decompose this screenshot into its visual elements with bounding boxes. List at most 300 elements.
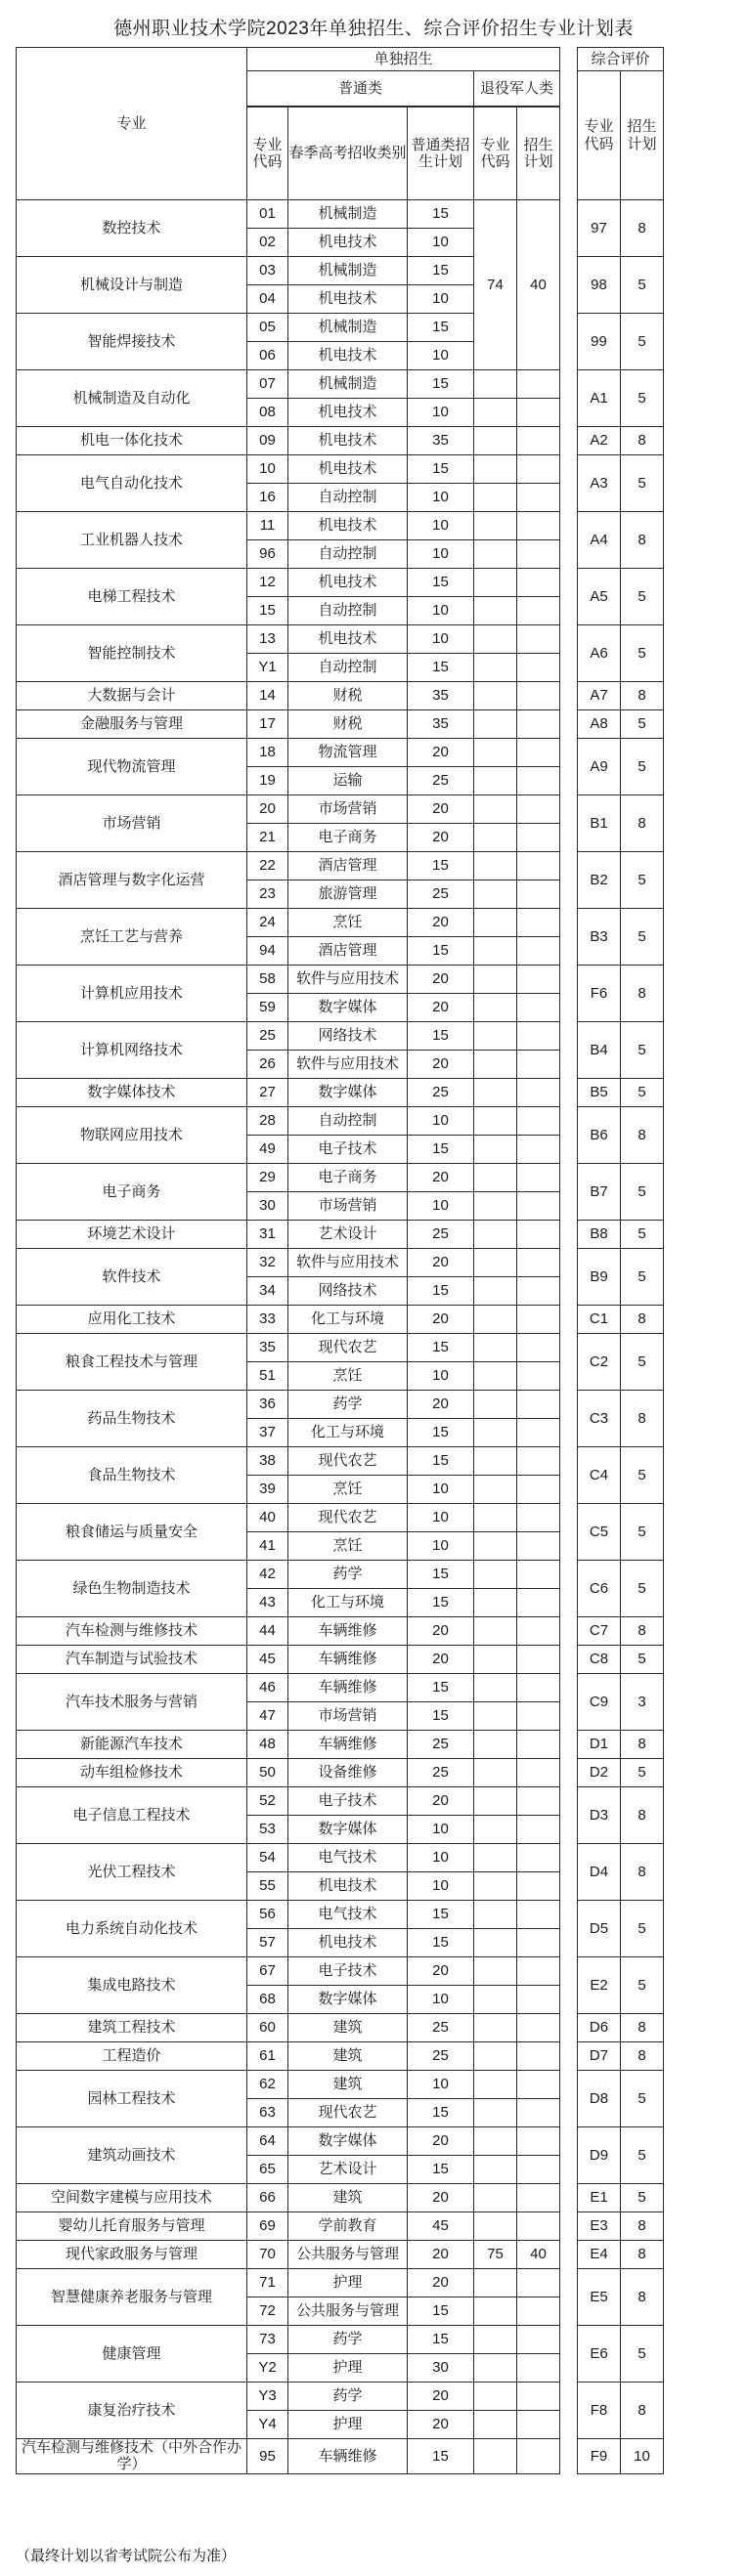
veteran-code-empty [474,1277,517,1306]
veteran-quota-empty [517,994,560,1022]
spring-category: 烹饪 [288,909,408,937]
comprehensive-code: B9 [578,1249,621,1306]
major-code: 70 [247,2241,288,2269]
veteran-quota-empty [517,1504,560,1532]
comprehensive-code: 99 [578,314,621,370]
major-name: 酒店管理与数字化运营 [17,852,247,909]
veteran-quota-empty [517,1249,560,1277]
veteran-quota-empty [517,1051,560,1079]
major-name: 新能源汽车技术 [17,1731,247,1759]
general-quota: 15 [408,2439,474,2474]
veteran-code-empty [474,597,517,625]
veteran-code-empty [474,909,517,937]
major-code: 22 [247,852,288,880]
major-name: 工程造价 [17,2042,247,2071]
spring-category: 旅游管理 [288,880,408,909]
veteran-quota-empty [517,1107,560,1136]
comprehensive-quota: 5 [621,1561,664,1617]
spring-category: 公共服务与管理 [288,2241,408,2269]
major-code: 02 [247,229,288,257]
comprehensive-code: E3 [578,2212,621,2241]
veteran-quota-empty [517,2326,560,2354]
major-code: 23 [247,880,288,909]
header-veteran-code: 专业代码 [474,107,517,200]
spring-category: 药学 [288,1561,408,1589]
major-code: 06 [247,342,288,370]
major-code: 40 [247,1504,288,1532]
veteran-quota-empty [517,540,560,569]
major-code: 05 [247,314,288,342]
general-quota: 10 [408,2071,474,2099]
major-code: 68 [247,1986,288,2014]
general-quota: 25 [408,2042,474,2071]
major-code: Y3 [247,2383,288,2411]
table-row [17,1901,734,1929]
comprehensive-code: C5 [578,1504,621,1561]
veteran-quota-empty [517,852,560,880]
table-row [17,966,734,994]
comprehensive-quota: 5 [621,1221,664,1249]
table-row [17,2269,734,2297]
general-quota: 10 [408,1192,474,1221]
major-code: 55 [247,1872,288,1901]
veteran-code-empty [474,966,517,994]
general-quota: 20 [408,1306,474,1334]
table-body [17,200,734,2474]
major-code: 25 [247,1022,288,1051]
spring-category: 数字媒体 [288,994,408,1022]
veteran-code-empty [474,2099,517,2127]
veteran-quota-empty [517,1674,560,1702]
general-quota: 15 [408,937,474,966]
table-row [17,2042,734,2071]
major-name: 计算机应用技术 [17,966,247,1022]
veteran-quota-empty [517,1816,560,1844]
veteran-code-empty [474,1504,517,1532]
major-name: 汽车制造与试验技术 [17,1646,247,1674]
comprehensive-quota: 8 [621,966,664,1022]
veteran-code-empty [474,739,517,767]
comprehensive-code: A6 [578,625,621,682]
veteran-code-empty [474,880,517,909]
major-code: 36 [247,1391,288,1419]
header-veteran-category: 退役军人类 [474,71,560,107]
comprehensive-code: B7 [578,1164,621,1221]
major-name: 大数据与会计 [17,682,247,710]
veteran-quota-empty [517,1702,560,1731]
comprehensive-code: F6 [578,966,621,1022]
major-name: 机械设计与制造 [17,257,247,314]
spring-category: 软件与应用技术 [288,966,408,994]
spring-category: 机电技术 [288,342,408,370]
veteran-quota-empty [517,512,560,540]
veteran-quota-empty [517,2071,560,2099]
comprehensive-code: D6 [578,2014,621,2042]
veteran-quota-empty [517,1362,560,1391]
table-row [17,2326,734,2354]
table-row [17,1646,734,1674]
comprehensive-code: A4 [578,512,621,569]
comprehensive-code: B2 [578,852,621,909]
major-code: 08 [247,399,288,427]
table-row [17,1617,734,1646]
general-quota: 10 [408,342,474,370]
major-code: 28 [247,1107,288,1136]
table-row [17,1844,734,1872]
table-row [17,2212,734,2241]
spring-category: 数字媒体 [288,1816,408,1844]
comprehensive-quota: 8 [621,1844,664,1901]
comprehensive-quota: 8 [621,2042,664,2071]
veteran-code-empty [474,2269,517,2297]
general-quota: 20 [408,994,474,1022]
major-name: 电气自动化技术 [17,455,247,512]
veteran-code-empty [474,1674,517,1702]
major-name: 空间数字建模与应用技术 [17,2184,247,2212]
table-row [17,200,734,229]
major-name: 汽车检测与维修技术（中外合作办学） [17,2439,247,2474]
general-quota: 20 [408,2184,474,2212]
table-row [17,739,734,767]
veteran-quota-empty [517,880,560,909]
veteran-code-empty [474,1051,517,1079]
general-quota: 15 [408,852,474,880]
comprehensive-code: D8 [578,2071,621,2127]
veteran-code-empty [474,1759,517,1787]
veteran-quota-empty [517,1391,560,1419]
general-quota: 10 [408,1816,474,1844]
table-row [17,2014,734,2042]
spring-category: 学前教育 [288,2212,408,2241]
general-quota: 10 [408,285,474,314]
major-code: 16 [247,484,288,512]
major-code: Y2 [247,2354,288,2383]
veteran-quota-empty [517,2184,560,2212]
veteran-code-empty [474,625,517,654]
comprehensive-quota: 8 [621,682,664,710]
comprehensive-code: D2 [578,1759,621,1787]
general-quota: 20 [408,909,474,937]
comprehensive-code: E4 [578,2241,621,2269]
veteran-quota: 40 [517,2241,560,2269]
veteran-code-empty [474,1929,517,1957]
major-code: 38 [247,1447,288,1476]
comprehensive-quota: 8 [621,1731,664,1759]
major-name: 电梯工程技术 [17,569,247,625]
spring-category: 数字媒体 [288,2127,408,2156]
comprehensive-code: A5 [578,569,621,625]
spring-category: 机械制造 [288,370,408,399]
spring-category: 机电技术 [288,1872,408,1901]
major-name: 工业机器人技术 [17,512,247,569]
veteran-quota-empty [517,1589,560,1617]
veteran-code: 75 [474,2241,517,2269]
veteran-code-empty [474,1249,517,1277]
general-quota: 15 [408,2156,474,2184]
spring-category: 艺术设计 [288,1221,408,1249]
spring-category: 护理 [288,2269,408,2297]
major-code: 26 [247,1051,288,1079]
major-code: 66 [247,2184,288,2212]
veteran-code-empty [474,2411,517,2439]
veteran-code-empty [474,2014,517,2042]
table-row [17,1306,734,1334]
general-quota: 15 [408,654,474,682]
table-row [17,2439,734,2474]
major-code: 69 [247,2212,288,2241]
table-row [17,2127,734,2156]
spring-category: 建筑 [288,2014,408,2042]
general-quota: 15 [408,2326,474,2354]
general-quota: 15 [408,1674,474,1702]
major-code: 12 [247,569,288,597]
table-row [17,1391,734,1419]
spring-category: 车辆维修 [288,1674,408,1702]
major-name: 汽车技术服务与营销 [17,1674,247,1731]
comprehensive-quota: 8 [621,1787,664,1844]
spring-category: 电子商务 [288,1164,408,1192]
major-code: 54 [247,1844,288,1872]
major-code: 20 [247,795,288,824]
major-code: 27 [247,1079,288,1107]
general-quota: 15 [408,1022,474,1051]
veteran-code-empty [474,540,517,569]
table-row [17,1164,734,1192]
major-name: 建筑动画技术 [17,2127,247,2184]
comprehensive-quota: 5 [621,1504,664,1561]
table-row [17,569,734,597]
comprehensive-quota: 8 [621,795,664,852]
general-quota: 30 [408,2354,474,2383]
header-general-category: 普通类 [247,71,474,107]
comprehensive-quota: 5 [621,1646,664,1674]
spring-category: 电气技术 [288,1844,408,1872]
general-quota: 25 [408,2014,474,2042]
table-row [17,512,734,540]
comprehensive-quota: 5 [621,1759,664,1787]
veteran-code-empty [474,2383,517,2411]
spring-category: 财税 [288,682,408,710]
veteran-quota-empty [517,427,560,455]
veteran-quota-empty [517,2411,560,2439]
veteran-quota-empty [517,1901,560,1929]
veteran-code-empty [474,2042,517,2071]
major-code: Y4 [247,2411,288,2439]
comprehensive-code: B8 [578,1221,621,1249]
major-name: 食品生物技术 [17,1447,247,1504]
veteran-code-empty [474,1872,517,1901]
comprehensive-quota: 8 [621,512,664,569]
comprehensive-quota: 5 [621,625,664,682]
veteran-quota-empty [517,1986,560,2014]
veteran-quota-empty [517,1532,560,1561]
comprehensive-quota: 8 [621,2241,664,2269]
veteran-code-empty [474,824,517,852]
spring-category: 机械制造 [288,314,408,342]
comprehensive-quota: 5 [621,2184,664,2212]
major-code: 29 [247,1164,288,1192]
veteran-code-empty [474,1787,517,1816]
comprehensive-code: E6 [578,2326,621,2383]
comprehensive-quota: 8 [621,2212,664,2241]
comprehensive-quota: 8 [621,427,664,455]
veteran-code-empty [474,2156,517,2184]
veteran-code-empty [474,937,517,966]
comprehensive-code: E5 [578,2269,621,2326]
veteran-code-empty [474,1589,517,1617]
veteran-quota-empty [517,1561,560,1589]
major-name: 智慧健康养老服务与管理 [17,2269,247,2326]
table-row [17,1079,734,1107]
major-name: 汽车检测与维修技术 [17,1617,247,1646]
general-quota: 15 [408,1277,474,1306]
spring-category: 电气技术 [288,1901,408,1929]
general-quota: 15 [408,1447,474,1476]
comprehensive-code: C6 [578,1561,621,1617]
spring-category: 建筑 [288,2042,408,2071]
spring-category: 市场营销 [288,1702,408,1731]
spring-category: 自动控制 [288,654,408,682]
major-code: 43 [247,1589,288,1617]
veteran-code-empty [474,399,517,427]
column-gap [560,200,578,2474]
veteran-quota-empty [517,1306,560,1334]
comprehensive-quota: 5 [621,1164,664,1221]
veteran-quota-empty [517,1872,560,1901]
veteran-code-empty [474,2354,517,2383]
general-quota: 25 [408,1759,474,1787]
general-quota: 10 [408,625,474,654]
veteran-quota-empty [517,2156,560,2184]
spring-category: 机电技术 [288,427,408,455]
veteran-code-empty [474,2212,517,2241]
major-code: 03 [247,257,288,285]
spring-category: 自动控制 [288,1107,408,1136]
veteran-quota-empty [517,2127,560,2156]
major-name: 动车组检修技术 [17,1759,247,1787]
comprehensive-quota: 5 [621,909,664,966]
veteran-quota-empty [517,569,560,597]
veteran-quota-empty [517,1334,560,1362]
major-code: Y1 [247,654,288,682]
page-title: 德州职业技术学院2023年单独招生、综合评价招生专业计划表 [113,19,634,39]
comprehensive-code: D3 [578,1787,621,1844]
spring-category: 车辆维修 [288,1731,408,1759]
veteran-quota-empty [517,824,560,852]
major-code: 11 [247,512,288,540]
veteran-code-empty [474,767,517,795]
major-code: 65 [247,2156,288,2184]
comprehensive-quota: 5 [621,1022,664,1079]
comprehensive-code: A7 [578,682,621,710]
veteran-quota-empty [517,2383,560,2411]
comprehensive-code: 98 [578,257,621,314]
veteran-quota-empty [517,1617,560,1646]
veteran-code-empty [474,1419,517,1447]
comprehensive-quota: 5 [621,2071,664,2127]
veteran-code-empty [474,1816,517,1844]
general-quota: 20 [408,966,474,994]
major-code: 17 [247,710,288,739]
general-quota: 20 [408,1787,474,1816]
major-name: 机电一体化技术 [17,427,247,455]
general-quota: 35 [408,710,474,739]
header-major: 专业 [17,48,247,200]
veteran-code-empty [474,1986,517,2014]
general-quota: 10 [408,1986,474,2014]
table-row [17,1447,734,1476]
enrollment-plan-table [16,47,734,2474]
table-row [17,1759,734,1787]
table-row [17,257,734,285]
comprehensive-quota: 5 [621,1334,664,1391]
veteran-code-empty [474,1901,517,1929]
spring-category: 烹饪 [288,1532,408,1561]
veteran-code-empty [474,682,517,710]
general-quota: 20 [408,1646,474,1674]
veteran-code-empty [474,852,517,880]
spring-category: 机电技术 [288,512,408,540]
veteran-quota-empty [517,1929,560,1957]
spring-category: 机电技术 [288,229,408,257]
comprehensive-quota: 5 [621,1447,664,1504]
veteran-quota-empty [517,1221,560,1249]
general-quota: 35 [408,682,474,710]
major-name: 现代家政服务与管理 [17,2241,247,2269]
veteran-code-empty [474,1192,517,1221]
veteran-code-empty [474,1646,517,1674]
veteran-code-empty [474,1334,517,1362]
comprehensive-code: A9 [578,739,621,795]
general-quota: 15 [408,455,474,484]
comprehensive-quota: 8 [621,2269,664,2326]
comprehensive-code: C4 [578,1447,621,1504]
major-code: 10 [247,455,288,484]
major-code: 44 [247,1617,288,1646]
general-quota: 15 [408,370,474,399]
major-name: 环境艺术设计 [17,1221,247,1249]
veteran-quota-empty [517,2099,560,2127]
veteran-quota-empty [517,399,560,427]
major-name: 市场营销 [17,795,247,852]
major-code: 33 [247,1306,288,1334]
general-quota: 25 [408,1079,474,1107]
veteran-quota-empty [517,937,560,966]
spring-category: 药学 [288,1391,408,1419]
comprehensive-quota: 8 [621,200,664,257]
spring-category: 软件与应用技术 [288,1249,408,1277]
veteran-code-empty [474,1362,517,1391]
general-quota: 25 [408,1731,474,1759]
major-code: 67 [247,1957,288,1986]
veteran-code-empty [474,1306,517,1334]
comprehensive-code: C7 [578,1617,621,1646]
major-code: 21 [247,824,288,852]
table-row [17,625,734,654]
veteran-quota-empty [517,710,560,739]
major-name: 粮食工程技术与管理 [17,1334,247,1391]
veteran-quota-empty [517,966,560,994]
veteran-code-empty [474,2326,517,2354]
general-quota: 20 [408,1164,474,1192]
veteran-code-empty [474,1844,517,1872]
comprehensive-quota: 5 [621,2127,664,2184]
veteran-quota-empty [517,1447,560,1476]
spring-category: 现代农艺 [288,1504,408,1532]
comprehensive-quota: 5 [621,257,664,314]
major-code: 41 [247,1532,288,1561]
spring-category: 网络技术 [288,1277,408,1306]
